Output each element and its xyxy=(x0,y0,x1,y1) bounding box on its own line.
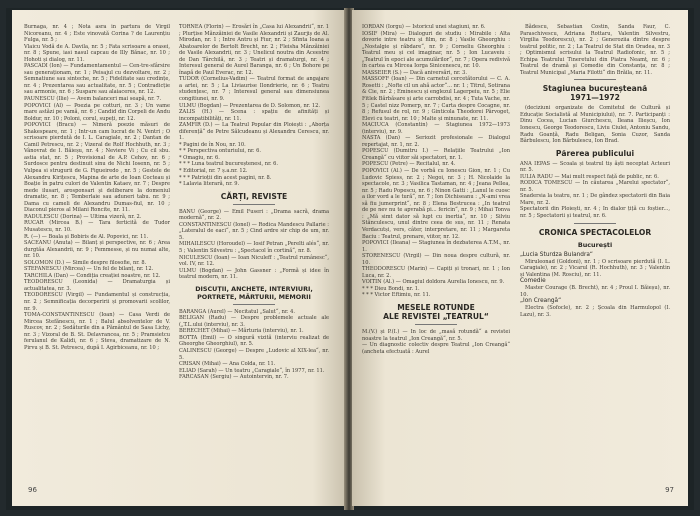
entry: ZALIS (H.) — Scena : spațiu de afinități și incompatibilități, nr. 11. xyxy=(179,109,329,122)
entry: TEODORESCU (Virgil) — Fundamentul și construcția, nr. 2 ; Semnificația decorperirii și promovarii scolilor, nr. 9. xyxy=(24,292,170,312)
right-page xyxy=(352,10,688,506)
entry: ULMU (Bogdan) — Prezentarea de D. Solomon, nr. 12. xyxy=(179,102,320,109)
heading-rule xyxy=(415,324,457,325)
entry: VOITIN (Al.) — Omagiul doldora Aurelia Ionescu, nr. 9. xyxy=(362,279,505,286)
entry: TUDOR (Cornelius-Vadim) — Teatrul format de angajare a artei, nr. 5 ; La Liviaurise Ilondrierie, nr. 6 ; Teatru studențesc, nr. 7 ; Interesul general sau dimensiunea congitiunei, nr. 9. xyxy=(179,76,329,103)
entry: POPOVICI (Al.) — De vorbă cu Ionescu Gion, nr. 1 ; Cu Ludovic Spiess, nr. 2 ; Negoi, nr. 3 ; H. Nicolaide la spectacole, nr. 3 ; Vasilica Tastaman, nr. 4 ; Jeana Pellea, nr. 5 ; Radu Popescu, nr. 6 ; Ninon Gatti : „Lanul le cuosc a ilor vord a le tură“, nr. 7 ; Ion Dichiseanu : „N-ami vrea să fiu jumerprint“, nr. 8 ; Elena Bestrucea : „In teatrul de pe nev nu te apvrabă pi... fericin“, nr. 9 ; Mihai Tonva : „Mă simt dator să lupt cu inertia“, nr. 10 ; Silviu Stănculescu, unul dintre ceea de sus, nr. 11 ; Renata Verdacutși, vers, câter, interpretare, nr. 11 ; Margareta Baciu : Teatrul, prenare, viitor, nr. 12. xyxy=(362,168,510,240)
entry: SACEANU (Anuta) — Bilanț și perspective, nr. 6 ; Area durgtăa Alexandrii, nr. 9 ; Femmesse, și nu numai alte, nr. 10. xyxy=(24,240,170,260)
entry: * Editorial, nr. 7 ș.a.nr. 12. xyxy=(179,168,248,175)
entry: PAUNESCU (Ilie) — Avem balanceri mai seapă, nr. 7. xyxy=(24,96,162,103)
entry: THEODORESCU (Marin) — Capiți și tronari, nr. 1 ; Ion Luca, nr. 2. xyxy=(362,266,510,279)
page-number-right: 97 xyxy=(665,486,674,494)
entry: BANU (George) — Emil Fuseri : „Drama sacră, drama modernă“, nr. 2. xyxy=(179,208,329,222)
entry: CRISAN (Mihai) — Ana Colda, nr. 11. xyxy=(179,361,276,368)
subheading-ion-creanga: „Ion Creangă“ xyxy=(520,298,562,305)
heading-discutii: DISCUȚII, ANCHETE, INTERVIURI, PORTRETE, MĂRTURII, MEMORII xyxy=(195,284,313,301)
entry: ZAMFIR (D.) — La Teatrul Popular din Ploiești : „Aborța diferență“ de Petre Sălcudeanu și Alexandru Cerescu, nr. 1. xyxy=(179,122,329,142)
entry: * Pagini de în Nou, nr. 10. xyxy=(179,141,246,148)
entry: TORNEA (Florin) — Erosări în „Casa lui Alexandrii“, nr. 1 ; Plurțise Mănzăiniei de Vasile Alexandrii și Zaurjiș de Al. Mirodan, nr. 1 ; Intre Antru și Fiur, nr. 2 ; Sfinta Ioana a Abatoarelor de Bertolt Brecht, nr. 2 ; Fleisha Mănzăiniei de Vasile Alexandrii, nr. 3 ; Unelicul noutra din Aceestre de Dan Târchilă, nr. 3 ; Teatri și dramaturgi, nr. 4 ; Interesul general de Aurel Baranga, nr. 6 ; Un Bohore pe înapă de Paul Everac, nr. 12. xyxy=(179,24,329,76)
entry: * * * Victor Eftimiu, nr. 11. xyxy=(362,292,431,299)
page-number-left: 96 xyxy=(28,486,37,494)
entry: — Un diagnostic colectiv despre Teatrul „Ion Creangă“ (ancheta efectuată : Aurel xyxy=(362,342,510,355)
entry: * Lalavia literară, nr. 9. xyxy=(179,181,240,188)
entry: POPESCU (Dumitru I.) — Relațiile Teatrului „Ion Creangă“ cu viitor săi spectatori, nr. 1. xyxy=(362,148,510,161)
heading-stagiunea: Stagiunea bucureșteană 1971—1972 xyxy=(542,84,648,103)
heading-bucuresti: București xyxy=(577,240,613,249)
entry: IULIA RADU — Mai mult respect față de public, nr. 6. xyxy=(520,173,659,180)
right-column-2 xyxy=(520,24,670,318)
entry: PASCADI (Ion) — Fundamentamentul — Cen-tre-sfârsire sau generaționam, nr. 1 ; Peisajul cu dezvoltare, nr. 2 ; Semnatiune sau sinteche, nr. 5 ; Fidelitate sau credințe, nr. 4 ; Prezentarea sau actualitate, nr. 5 ; Contradicție sau armonie, nr. 6 ; Suspare sau alaiaceres, nr. 12. xyxy=(24,63,170,96)
entry: Spectatorii din Ploiești, nr. 4 ; In dialor țiță cu foștier..., nr. 5 ; Spectatorii și teatrul, nr. 6. xyxy=(520,206,670,220)
right-column-1 xyxy=(362,24,510,355)
entry: RUCAR (Mircea B.) — Tara ferticită de Tudor Musatescu, nr. 10. xyxy=(24,220,170,233)
left-column-1 xyxy=(24,24,170,351)
entry: NICULESCU (Ioan) — Ioan Niculeff : „Teatrul rumânesc“, vol. IV, nr. 12. xyxy=(179,254,329,268)
entry: Snadersia la teatru, nr. 1 ; De gândez spectatorii din Baia Mare, nr. 2. xyxy=(520,193,670,206)
entry: STEFANESCU (Mircea) — Un fel de bilanț, nr. 12. xyxy=(24,266,154,273)
entry: Vlaicu Vodă de A. Davila, nr. 5 ; Fata scrisoare a orasei, nr. 8 ; Spune, iasi nasul capcau de Illy Bănac, nr. 10 ; Hohoti și dialog, nr. 11. xyxy=(24,43,170,63)
entry: POPOVICI (Al) — Poezia pe cotturi, nr. 3 ; Un vame mare astăzi pe vamă, nr. 6 ; Candid din Corpeli de Andu Boldur, nr. 10 ; Poloni, corul, supeți, nr. 12. xyxy=(24,102,170,122)
entry: BARANGA (Aurel) — Necitatul „Salut“, nr. 4. xyxy=(179,308,295,315)
heading-carti-reviste: CĂRȚI, REVISTE xyxy=(220,191,288,201)
entry: * * Perspectiva onturiului, nr. 6. xyxy=(179,148,261,155)
entry: Burnaga, nr. 4 ; Nota asra in partura de Virgil Nicoreanu, nr. 4 ; Este vinovată Corina ? de Laurențiu Fulga, nr. 5 ; xyxy=(24,24,170,44)
entry: TEODORESCU (Leonida) — Dramaturgia și actualitatea, nr. 3. xyxy=(24,279,170,292)
paragraph: Bădescu, Sebastian Costin, Sanda Faur, C. Paraschivescu, Adriana Rottaru, Valentin Silvestru, Virgilia Teodorescu), nr. 2 ; Generoziia dintre despre teatrul politic, nr. 2 ; La Teatrul de Stat din Oradea, nr. 3 ; Optimismul scrisului la Teatrul Radiofonic, nr. 5 ; Echipa Teatrului Tineretului din Piatra Neamț, nr. 6 ; Teatrul de dramă și Comedie din Constanța, nr. 8 ; Teatrul Municipal „Maria Filotti“ din Brăila, nr. 11. xyxy=(520,24,670,76)
entry: RADULESCU (Dorina) — Ultima vizeră, nr. 2. xyxy=(24,213,142,220)
entry: MACIUCA (Constantin) — Stagiunea 1972—1973 (interviu), nr. 9. xyxy=(362,122,510,135)
entry: IORDAN (Iorgu) — Istoricul unei stagiuni, nr. 6. xyxy=(362,24,486,30)
entry: STORENESCU (Virgil) — Din noua despre cultură, nr. 10. xyxy=(362,253,510,266)
entry: * * * Luna teatrul bucureștenesi, nr. 6. xyxy=(179,161,279,168)
paragraph: Master Courage (B. Brecht), nr. 4 ; Proul I. Băieșu), nr. 10. xyxy=(520,285,670,298)
entry: MASSOFF (Ioan) — Din carnetul cercetătorului — C. A. Rosetti : „Nofte cil un ahă actor“... nr. 1 ; Titrul, Sotirana & Cie, nr. 2 ; Eminescu și englezul Lagerpeiu, nr. 5 ; Elie Fitlek Bărbăsare și arte carrobdisi, nr. 4 ; Tuta Vache, nr. 5 ; Castel nizz Pomerp, nr. 7 ; Carta despre Cocagne, nr. 8 ; Refusul de rol, nr. 9 ; Ginticola Theodorei Pârvoget, Elevi cu teatri, nr. 10 ; Malte și minunate, nr. 11. xyxy=(362,76,510,122)
heading-rule xyxy=(233,204,275,205)
heading-cronica: CRONICA SPECTACOLELOR xyxy=(538,227,652,237)
heading-rule xyxy=(574,79,616,80)
entry: FARCASAN (Sergiu) — Autointervin, nr. 7. xyxy=(179,374,289,381)
entry: R. (—) — Boala și Bobiris de Al. Popovici, nr. 11. xyxy=(24,233,149,240)
paragraph: Miruleonad (Goldoni), nr. 1 ; O scrisoare pierdută (I. L. Caragiale), nr. 2 ; Vicarul (R. Hochhuth), nr. 3 ; Valentin și Valentina (M. Rosciu), nr. 11. xyxy=(520,258,670,278)
entry: M.(V.) și P.(I.) — In loc de „masă rotundă“ a revistei noastre la teatrul „Ion Creangă“, nr. 5. xyxy=(362,328,510,342)
entry: CONSTANTINESCU (Ionel) — Rodica Mandescu Pallarie : „Lateralul de eaci“, nr. 5 ; Cind ardre sir chip de um, nr. 5. xyxy=(179,221,329,241)
entry: TARCHILA (Dan) — Condiția creației noastre, nr. 12. xyxy=(24,272,161,279)
entry: MIHAILESCU (Horoudel) — Iosif Petran „Perelti alés“, nr. 5 ; Valentin Silvestru : „Spectacol în cortină“, nr. 8. xyxy=(179,241,329,254)
left-column-2 xyxy=(179,24,329,381)
heading-mesele-rotunde: MESELE ROTUNDE ALE REVISTEI „TEATRUL“ xyxy=(383,302,489,321)
left-page xyxy=(12,10,346,506)
entry: POPESCU (Petre) — Recitalul, nr. 4. xyxy=(362,161,456,168)
entry: SOLOMON (D.) — Simile despre filosofie, nr. 8. xyxy=(24,259,147,266)
entry: ELIAD (Sarah) — Un teatru „Caragiale“, în 1977, nr. 11. xyxy=(179,367,325,374)
entry: * * * Patrioții din acest pagini, nr. 8. xyxy=(179,174,272,181)
entry: POPOVICI (Bracu) — Nimeră poezie măsuri de Shakespeare, nr. 1 ; Intr-un cam lucrat de N. Ventri ; O scrisoare pierdută de I. L. Caragiale, nr. 2 ; Dantan de Camil Petrescu, nr. 2 ; Vizeral de Rolf Hochhuth, nr. 3 ; Vânovrat de I. Băieșu, nr. 4 ; Neviere Vi ; Cu cil sbu. astia stat, nr. 5 ; Provisional de A.P. Cehov, nr. 6 ; Surdosce pentru destinuit sinu de Nichi Iosenn, nr. 5 ; Vulpea si strugurii de G. Figueiredo , nr. 5 ; Gestele de Alexandru Kirițescu, Mapina de arte de Ioan Cocteau și Boație în patru culori de Valentin Kataev, nr. 7 ; Despre mede ilusari, arosponsari și deliberare la domeniul dramatic, nr. 8 ; Temberlaie sau aduneri tabu. nr. 9 ; Dama cu cameli de Alexandru Dumas-fiul, nr. 10 ; Diaconul pieros al Milani Roncite, nr. 11. xyxy=(24,122,170,214)
entry: IOSIF (Mira) — Dialoguri de studiu : Mirabile : Alta dovorie intre teatru și film, nr. 8 ; Vasile Gheorghiu : „Nostalgie și răbdare“, nr. 9 ; Corneliu Gheorghiu : Teatrul meu și cel imaginar, nr. 5 ; Ion Lucaveiu : „Teatrul în epoci ale acumulărilor“, nr. 7 ; Opera redivivă în cartea cu Mircea Iorga Sinicenescu, nr. 10. xyxy=(362,30,510,70)
entry: NASTA (Dan) — Seriozit profesionale — Dialogul repertajat, nr. 1, nr. 2. xyxy=(362,135,510,148)
entry: POPOVICI (Ileana) — Stagiunea în dezbaterea A.T.M., nr. 1. xyxy=(362,240,510,253)
entry: ULMU (Bogdan) — John Gassner : „Formă și idee în teatrul modern, nr. 11. xyxy=(179,267,329,281)
entry: * Omagiu, nr. 6. xyxy=(179,154,220,161)
heading-parerea: Părerea publicului xyxy=(555,148,635,158)
entry: MASSEIER (S.) — Dacă aniversări, nr. 3. xyxy=(362,69,468,76)
entry: ANA IEPAS — Scoala și teatrul tiș ăști neceptat Acteuri nr. 5. xyxy=(520,160,670,174)
subheading-bulandra: „Lucia Sturdza Bulandra“ xyxy=(520,251,593,258)
entry: BERECHET (Mihai) — Mărturia (interviu), nr. 1. xyxy=(179,328,304,335)
paragraph: Electra (Sofocle), nr. 2 ; Școala din Harmulopol (I. Lazu), nr. 3. xyxy=(520,305,670,318)
entry: TOMA-CONSTANTINESCU (Ioan) — Casa Verdi de Mircea Stefănescu, nr. 1 ; Balul absolventelor de V. Ruscov, nr. 2 ; Sedăturile din a Pământul de Sasa Lichy, nr. 3 ; Vizoral de B. St. Delavrancea, nr. 5 ; Pramsietcu ferulanul de Kalidi, nr. 6 ; Steva, dramatizare de N. Pirvu și B. St. Petrescu, după I. Agirbiceanu, nr. 10 ; xyxy=(24,312,170,351)
book-spread xyxy=(6,8,694,510)
heading-rule xyxy=(233,304,275,305)
entry: BOTTA (Emil) — O singură vizită (interviu realizat de Gheorghe Gheorghiul), nr. 5. xyxy=(179,334,329,348)
subheading-comedie: Comedie xyxy=(520,278,546,285)
entry: BELIGAN (Radu) — Despre problemele actuale ale („T.L.ului (interviu), nr. 3. xyxy=(179,315,329,328)
entry: CALINESCU (George) — Despre „Ludovic al XIX-lea“, nr. 5. xyxy=(179,347,329,361)
paragraph: (deciziuni organizate de Comitetul de Cultură și Educație Socialistă al Municipiului), nr. 7. Participanți : Dinu Cocea, Lucian Giurchescu, Ileana Ilieșcu, Ion Ionescu, George Teodorescu, Liviu Ciulei, Antoniu Sandu, Radu Goanță, Radu Beligan, Sonia Cuzor, Sanda Bârbulescu, Ion Bărbulescu, Ion Brad. xyxy=(520,105,670,145)
heading-rule xyxy=(574,223,616,224)
entry: RODICA TOMESCU — In căutarea „Marelui spectator“, nr. 5. xyxy=(520,180,670,193)
entry: * * * Dieu Bondi, nr. 1. xyxy=(362,285,420,292)
